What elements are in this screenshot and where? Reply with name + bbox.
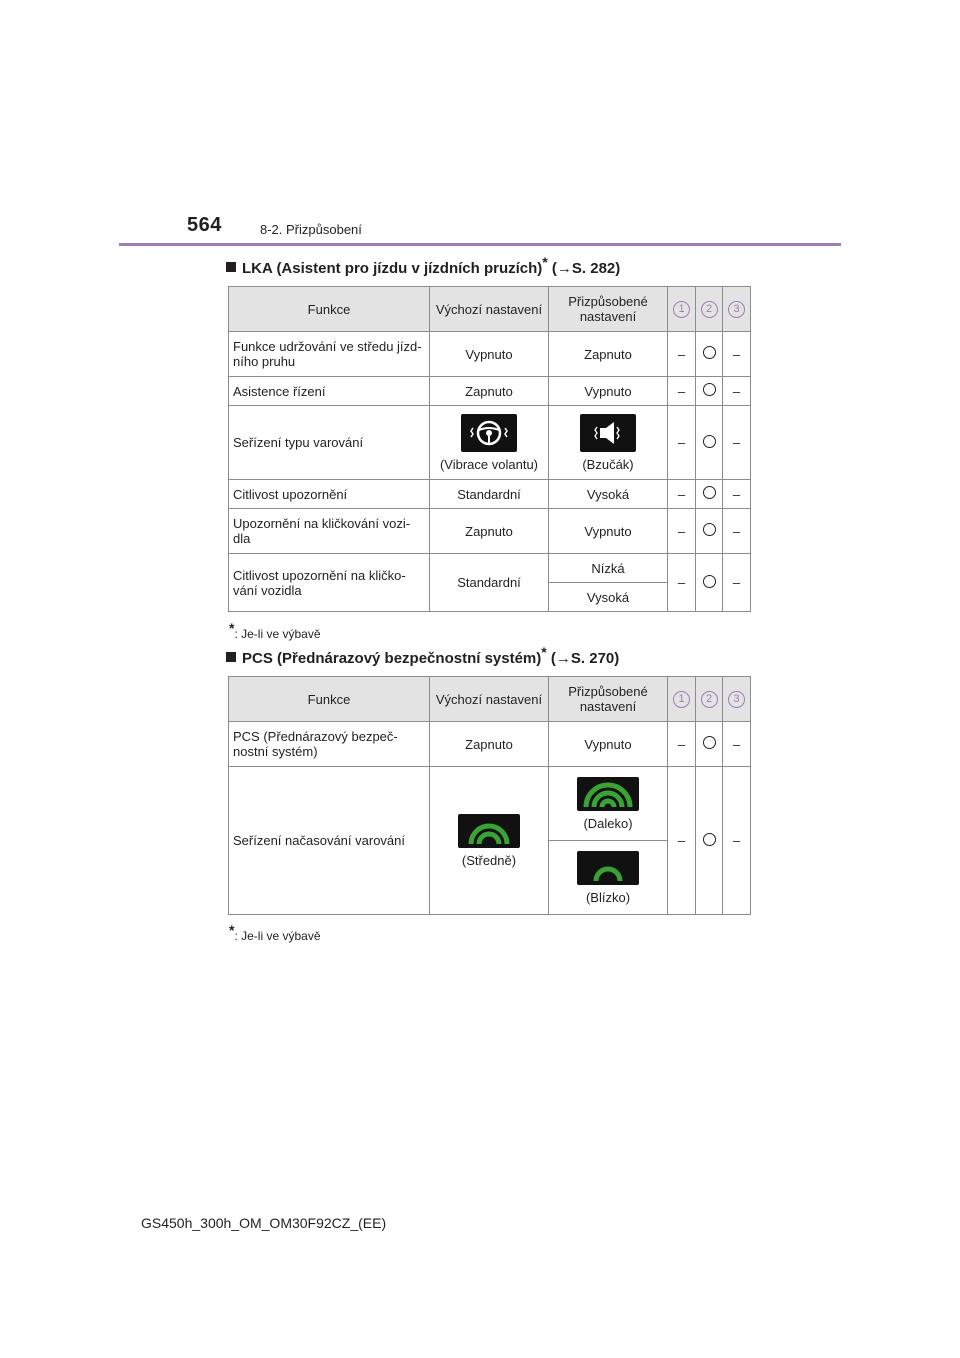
circle-mark-icon: [703, 486, 716, 499]
func-cell: Citlivost upozornění: [229, 480, 430, 509]
icon-caption: (Blízko): [585, 889, 631, 905]
func-cell: [229, 554, 430, 612]
mark-1: –: [668, 767, 696, 915]
chapter-title: 8-2. Přizpůsobení: [260, 222, 362, 237]
col-1: [668, 677, 696, 722]
mark-1: –: [668, 332, 696, 377]
mark-3: –: [723, 554, 751, 612]
mark-2: [696, 406, 723, 480]
header-rule: [119, 243, 841, 246]
pcs-heading-text: PCS (Přednárazový bezpečnostní systém): [242, 650, 542, 667]
func-cell: [229, 332, 430, 377]
default-cell: Zapnuto: [430, 722, 549, 767]
circle-mark-icon: [703, 383, 716, 396]
mark-2: [696, 767, 723, 915]
mark-3: –: [723, 377, 751, 406]
icon-caption: (Vibrace volantu): [439, 456, 539, 472]
default-cell: Standardní: [430, 480, 549, 509]
pcs-table: [228, 676, 751, 915]
lka-heading-text: LKA (Asistent pro jízdu v jízdních pruzích): [242, 260, 543, 277]
circle-mark-icon: [703, 575, 716, 588]
mark-1: –: [668, 554, 696, 612]
table-row: [229, 377, 751, 406]
lka-heading: [226, 254, 620, 277]
custom-cell: Vypnuto: [549, 509, 668, 554]
custom-cell: Vypnuto: [549, 377, 668, 406]
pcs-heading-ref[interactable]: (→S. 270): [546, 650, 620, 667]
mark-3: –: [723, 406, 751, 480]
default-cell: [430, 767, 549, 915]
circled-number-3: 3: [728, 301, 745, 318]
footnote-text: : Je-li ve výbavě: [234, 929, 321, 943]
custom-cell: Zapnuto: [549, 332, 668, 377]
pcs-header-row: [229, 677, 751, 722]
mark-2: [696, 554, 723, 612]
lka-heading-star: *: [542, 254, 548, 270]
steering-wheel-vibration-icon: [461, 414, 517, 452]
func-cell: Asistence řízení: [229, 377, 430, 406]
mark-3: –: [723, 722, 751, 767]
mark-2: [696, 377, 723, 406]
icon-caption: (Daleko): [583, 815, 633, 831]
footnote-star: *: [229, 620, 235, 636]
lka-footnote: [229, 620, 321, 641]
func-text: PCS (Přednárazový bezpeč- nostní systém): [233, 729, 398, 759]
table-row: [229, 509, 751, 554]
icon-caption: (Středně): [461, 852, 517, 868]
func-cell: Seřízení načasování varování: [229, 767, 430, 915]
table-row: [229, 480, 751, 509]
col-default: Výchozí nastavení: [430, 677, 549, 722]
table-row: [229, 767, 751, 841]
mark-3: –: [723, 509, 751, 554]
col-func: Funkce: [229, 677, 430, 722]
footnote-text: : Je-li ve výbavě: [234, 627, 321, 641]
speaker-buzzer-icon: [580, 414, 636, 452]
custom-cell: Vypnuto: [549, 722, 668, 767]
lka-table: [228, 286, 751, 612]
lka-heading-ref[interactable]: (→S. 282): [547, 260, 621, 277]
table-row: [229, 722, 751, 767]
func-text: Citlivost upozornění na kličko- vání vozidla: [233, 567, 406, 598]
circled-number-1: 1: [673, 691, 690, 708]
func-text: Funkce udržování ve středu jízd- ního pruhu: [233, 339, 422, 369]
func-text: Upozornění na kličkování vozi- dla: [233, 516, 411, 546]
custom-cell: [549, 841, 668, 915]
warning-timing-arc-icon: [577, 851, 639, 885]
mark-2: [696, 509, 723, 554]
pcs-heading: [226, 644, 619, 667]
mark-3: –: [723, 332, 751, 377]
mark-1: –: [668, 722, 696, 767]
circle-mark-icon: [703, 346, 716, 359]
circled-number-2: 2: [701, 301, 718, 318]
mark-2: [696, 332, 723, 377]
mark-3: –: [723, 480, 751, 509]
default-cell: Zapnuto: [430, 377, 549, 406]
circle-mark-icon: [703, 435, 716, 448]
footnote-star: *: [229, 922, 235, 938]
default-cell: Vypnuto: [430, 332, 549, 377]
col-2: [696, 287, 723, 332]
custom-cell: Vysoká: [549, 583, 668, 612]
table-row: [229, 406, 751, 480]
mark-2: [696, 722, 723, 767]
col-custom: Přizpůsobené nastavení: [549, 287, 668, 332]
custom-cell: [549, 767, 668, 841]
pcs-heading-star: *: [541, 644, 547, 660]
mark-1: –: [668, 480, 696, 509]
document-code: GS450h_300h_OM_OM30F92CZ_(EE): [141, 1215, 387, 1231]
custom-cell: Nízká: [549, 554, 668, 583]
square-bullet-icon: [226, 262, 236, 272]
default-cell: [430, 406, 549, 480]
circled-number-2: 2: [701, 691, 718, 708]
square-bullet-icon: [226, 652, 236, 662]
func-cell: [229, 722, 430, 767]
circle-mark-icon: [703, 833, 716, 846]
col-1: [668, 287, 696, 332]
table-row: [229, 554, 751, 583]
circled-number-3: 3: [728, 691, 745, 708]
lka-header-row: [229, 287, 751, 332]
custom-cell: [549, 406, 668, 480]
col-default: Výchozí nastavení: [430, 287, 549, 332]
func-cell: [229, 509, 430, 554]
mark-1: –: [668, 509, 696, 554]
mark-1: –: [668, 377, 696, 406]
func-cell: Seřízení typu varování: [229, 406, 430, 480]
col-3: [723, 287, 751, 332]
col-2: [696, 677, 723, 722]
mark-2: [696, 480, 723, 509]
custom-cell: Vysoká: [549, 480, 668, 509]
mark-3: –: [723, 767, 751, 915]
mark-1: –: [668, 406, 696, 480]
default-cell: Standardní: [430, 554, 549, 612]
page-number: 564: [187, 214, 222, 236]
circle-mark-icon: [703, 523, 716, 536]
col-3: [723, 677, 751, 722]
col-func: Funkce: [229, 287, 430, 332]
col-custom: Přizpůsobené nastavení: [549, 677, 668, 722]
warning-timing-arc-icon: [577, 777, 639, 811]
warning-timing-arc-icon: [458, 814, 520, 848]
circled-number-1: 1: [673, 301, 690, 318]
default-cell: Zapnuto: [430, 509, 549, 554]
table-row: [229, 332, 751, 377]
circle-mark-icon: [703, 736, 716, 749]
pcs-footnote: [229, 922, 321, 943]
icon-caption: (Bzučák): [582, 456, 634, 472]
